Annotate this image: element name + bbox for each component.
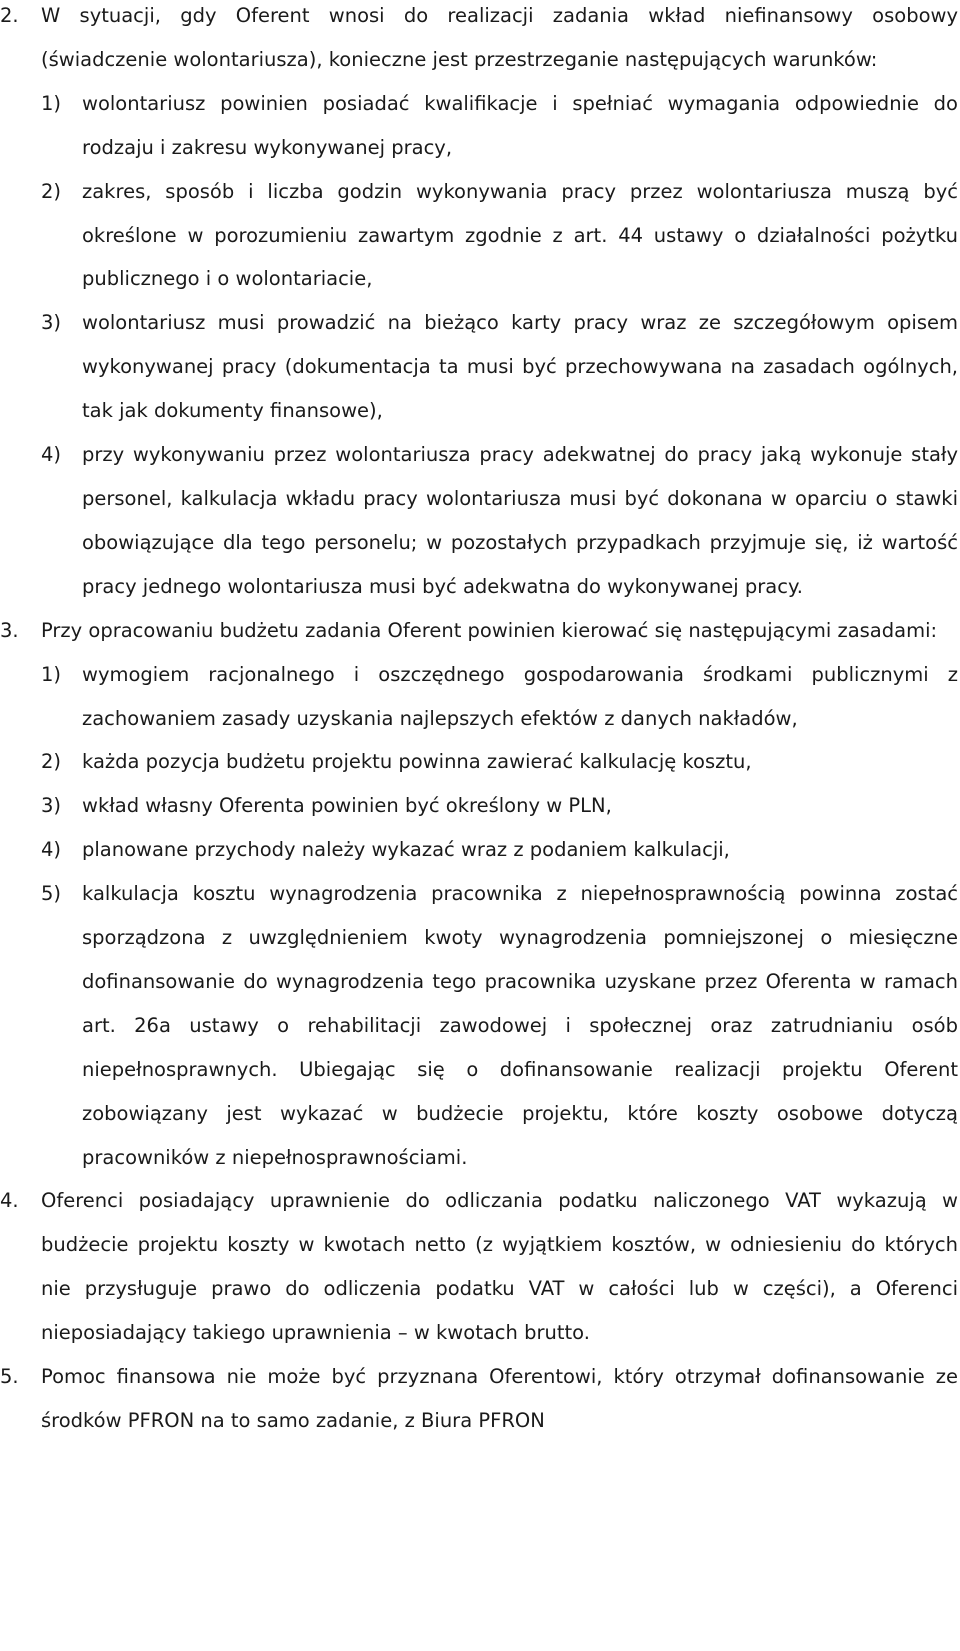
point-text: każda pozycja budżetu projektu powinna zawierać kalkulację kosztu, [82, 750, 752, 774]
point-text: kalkulacja kosztu wynagrodzenia pracownika z niepełnosprawnością powinna zostać sporządzona z uwzględnieniem kwoty wynagrodzenia pomniejszonej o miesięczne dofinansowanie do wynagrodzenia tego pracownika uzyskane przez Oferenta w ramach art. 26a ustawy o rehabilitacji zawodowej i społecznej oraz zatrudnianiu osób niepełnosprawnych. Ubiegając się o dofinansowanie realizacji projektu Oferent zobowiązany jest wykazać w budżecie projektu, które koszty osobowe dotyczą pracowników z niepełnosprawnościami. [82, 882, 958, 1169]
list-item [41, 828, 958, 872]
point-text: wolontariusz musi prowadzić na bieżąco karty pracy wraz ze szczegółowym opisem wykonywanej pracy (dokumentacja ta musi być przechowywana na zasadach ogólnych, tak jak dokumenty finansowe), [82, 311, 958, 423]
section-number: 2. [0, 4, 19, 27]
point-number: 3) [41, 311, 62, 335]
list-item [41, 301, 958, 433]
point-text: planowane przychody należy wykazać wraz z podaniem kalkulacji, [82, 838, 730, 862]
section-number: 4. [0, 1189, 19, 1213]
list-item [41, 872, 958, 1179]
section-intro: Pomoc finansowa nie może być przyznana Oferentowi, który otrzymał dofinansowanie ze środków PFRON na to samo zadanie, z Biura PFRON [41, 1365, 958, 1432]
list-item [41, 170, 958, 302]
point-number: 2) [41, 750, 62, 774]
point-number: 3) [41, 794, 62, 818]
section-3 [0, 609, 960, 1180]
point-number: 4) [41, 838, 62, 862]
section-intro: Oferenci posiadający uprawnienie do odliczania podatku naliczonego VAT wykazują w budżecie projektu koszty w kwotach netto (z wyjątkiem kosztów, w odniesieniu do których nie przysługuje prawo do odliczenia podatku VAT w całości lub w części), a Oferenci nieposiadający takiego uprawnienia – w kwotach brutto. [41, 1189, 958, 1345]
point-text: zakres, sposób i liczba godzin wykonywania pracy przez wolontariusza muszą być określone w porozumieniu zawartym zgodnie z art. 44 ustawy o działalności pożytku publicznego i o wolontariacie, [82, 179, 958, 291]
section-number: 5. [0, 1365, 19, 1389]
section-number: 3. [0, 618, 19, 642]
point-number: 4) [41, 443, 62, 467]
list-item [41, 653, 958, 741]
point-text: wymogiem racjonalnego i oszczędnego gospodarowania środkami publicznymi z zachowaniem zasady uzyskania najlepszych efektów z danych nakładów, [82, 662, 958, 730]
point-number: 5) [41, 882, 62, 906]
point-text: przy wykonywaniu przez wolontariusza pracy adekwatnej do pracy jaką wykonuje stały personel, kalkulacja wkładu pracy wolontariusza musi być dokonana w oparciu o stawki obowiązujące dla tego personelu; w pozostałych przypadkach przyjmuje się, iż wartość pracy jednego wolontariusza musi być adekwatna do wykonywanej pracy. [82, 443, 958, 598]
point-text: wkład własny Oferenta powinien być określony w PLN, [82, 794, 612, 818]
section-intro: Przy opracowaniu budżetu zadania Oferent powinien kierować się następującymi zasadami: [41, 618, 938, 642]
list-item [41, 433, 958, 609]
list-item [41, 740, 958, 784]
list-item [41, 82, 958, 170]
section-5 [0, 1355, 960, 1443]
section-4 [0, 1179, 960, 1355]
section-intro: W sytuacji, gdy Oferent wnosi do realizacji zadania wkład niefinansowy osobowy (świadczenie wolontariusza), konieczne jest przestrzeganie następujących warunków: [41, 4, 958, 71]
section-2 [0, 0, 960, 609]
point-text: wolontariusz powinien posiadać kwalifikacje i spełniać wymagania odpowiednie do rodzaju i zakresu wykonywanej pracy, [82, 91, 958, 159]
point-number: 1) [41, 662, 62, 686]
list-item [41, 784, 958, 828]
point-number: 1) [41, 91, 62, 115]
point-number: 2) [41, 179, 62, 203]
